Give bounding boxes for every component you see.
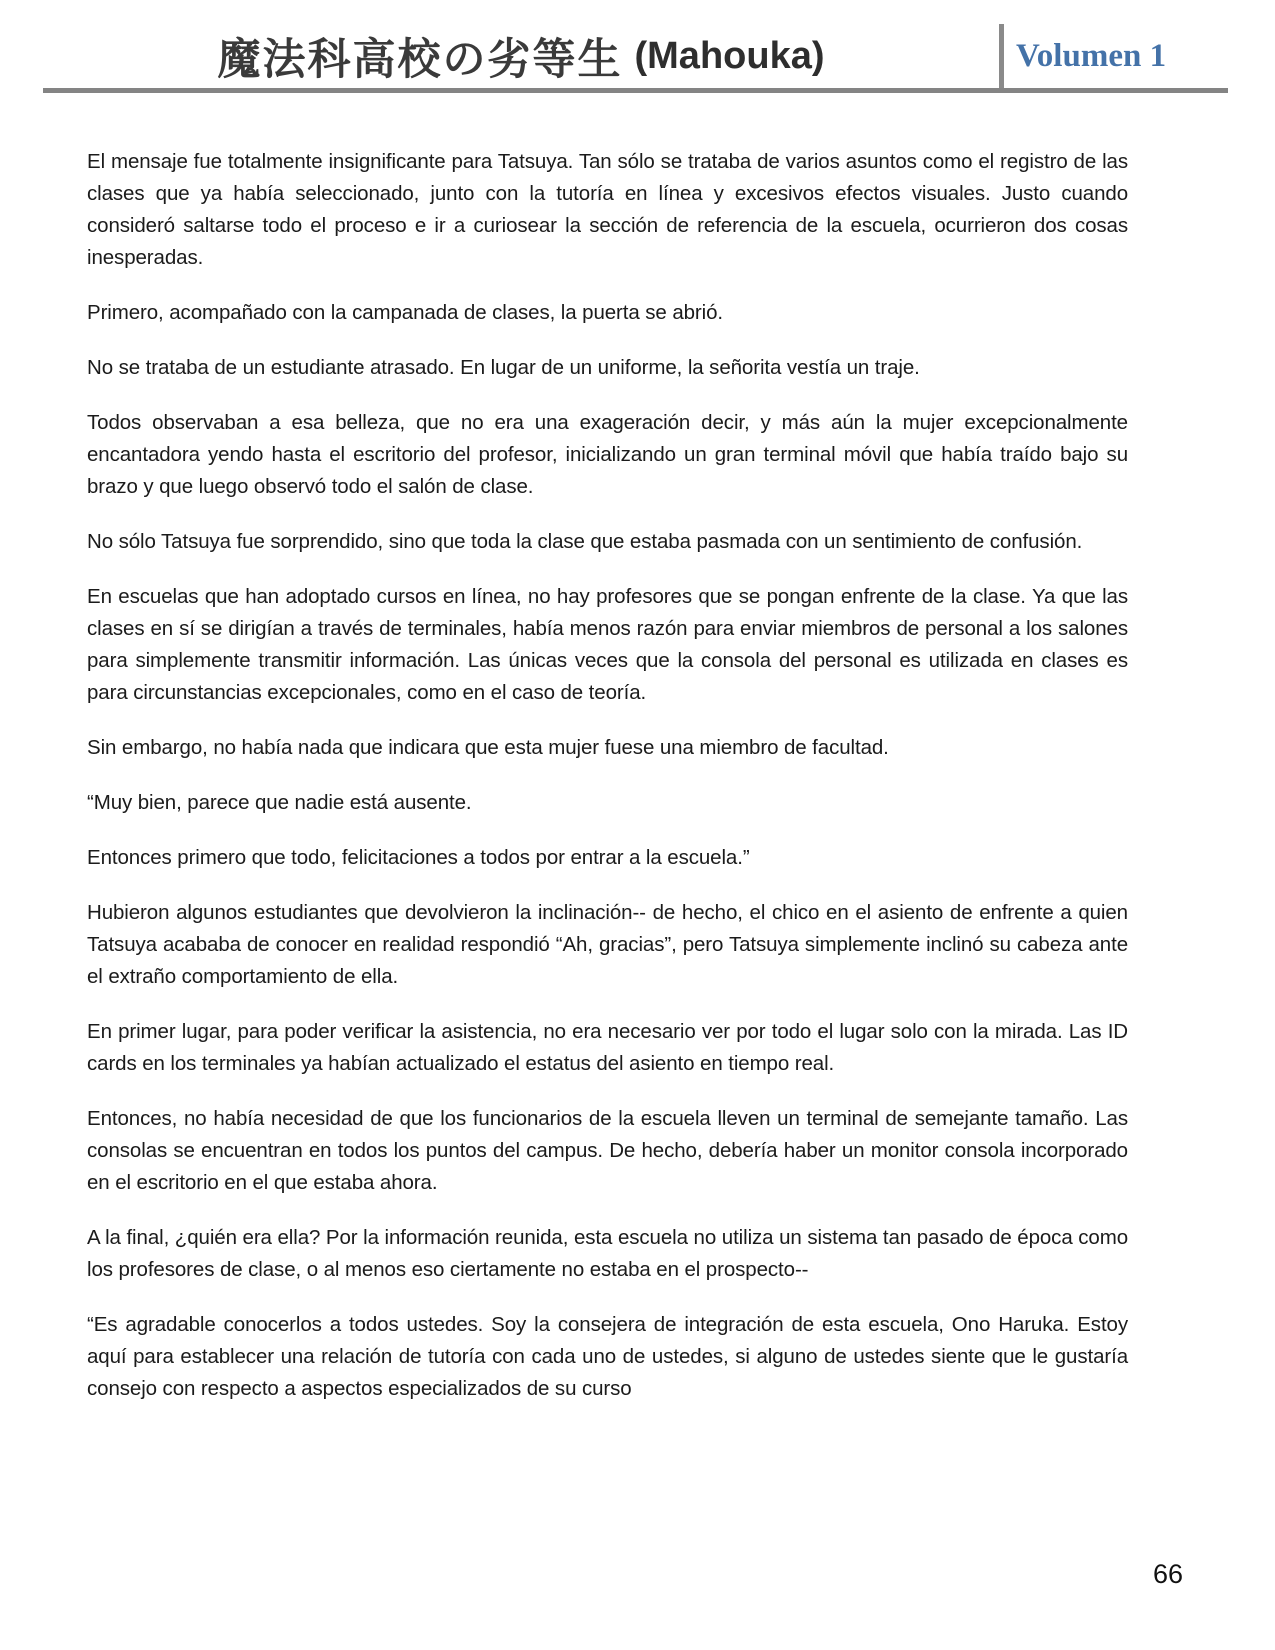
body-text: [87, 146, 1128, 1405]
book-title-romanized: (Mahouka): [634, 34, 825, 77]
paragraph: En primer lugar, para poder verificar la asistencia, no era necesario ver por todo el lugar solo con la mirada. Las ID cards en los terminales ya habían actualizado el estatus del asiento en tiempo real.: [87, 1020, 1128, 1075]
paragraph: Sin embargo, no había nada que indicara que esta mujer fuese una miembro de facultad.: [87, 736, 889, 759]
volume-cell: [1004, 24, 1228, 88]
paragraph: Entonces primero que todo, felicitaciones a todos por entrar a la escuela.”: [87, 846, 750, 869]
paragraph: El mensaje fue totalmente insignificante para Tatsuya. Tan sólo se trataba de varios asuntos como el registro de las clases que ya había seleccionado, junto con la tutoría en línea y excesivos efectos visuales. Justo cuando consideró saltarse todo el proceso e ir a curiosear la sección de referencia de la escuela, ocurrieron dos cosas inesperadas.: [87, 150, 1128, 269]
paragraph: Hubieron algunos estudiantes que devolvieron la inclinación-- de hecho, el chico en el asiento de enfrente a quien Tatsuya acababa de conocer en realidad respondió “Ah, gracias”, pero Tatsuya simplemente inclinó su cabeza ante el extraño comportamiento de ella.: [87, 901, 1128, 988]
volume-label: Volumen 1: [1016, 37, 1167, 74]
paragraph: No se trataba de un estudiante atrasado. En lugar de un uniforme, la señorita vestía un traje.: [87, 356, 920, 379]
paragraph: En escuelas que han adoptado cursos en línea, no hay profesores que se pongan enfrente de la clase. Ya que las clases en sí se dirigían a través de terminales, había menos razón para enviar miembros de personal a los salones para simplemente transmitir información. Las únicas veces que la consola del personal es utilizada en clases es para circunstancias excepcionales, como en el caso de teoría.: [87, 585, 1128, 704]
paragraph: A la final, ¿quién era ella? Por la información reunida, esta escuela no utiliza un sistema tan pasado de época como los profesores de clase, o al menos eso ciertamente no estaba en el prospecto--: [87, 1226, 1128, 1281]
page-number: 66: [1152, 1559, 1183, 1589]
paragraph: Todos observaban a esa belleza, que no era una exageración decir, y más aún la mujer excepcionalmente encantadora yendo hasta el escritorio del profesor, inicializando un gran terminal móvil que había traído bajo su brazo y que luego observó todo el salón de clase.: [87, 411, 1128, 498]
book-title: [43, 24, 999, 88]
paragraph: Entonces, no había necesidad de que los funcionarios de la escuela lleven un terminal de semejante tamaño. Las consolas se encuentran en todos los puntos del campus. De hecho, debería haber un monitor consola incorporado en el escritorio en el que estaba ahora.: [87, 1107, 1128, 1194]
paragraph: Primero, acompañado con la campanada de clases, la puerta se abrió.: [87, 301, 724, 324]
paragraph: No sólo Tatsuya fue sorprendido, sino que toda la clase que estaba pasmada con un sentimiento de confusión.: [87, 530, 1083, 553]
book-title-japanese: 魔法科高校の劣等生: [217, 36, 623, 84]
paragraph: “Muy bien, parece que nadie está ausente.: [87, 791, 472, 814]
header-horizontal-rule: [43, 88, 1228, 93]
page-header: [43, 24, 1228, 88]
paragraph: “Es agradable conocerlos a todos ustedes. Soy la consejera de integración de esta escuela, Ono Haruka. Estoy aquí para establecer una relación de tutoría con cada uno de ustedes, si alguno de ustedes siente que le gustaría consejo con respecto a aspectos especializados de su curso: [87, 1313, 1128, 1400]
